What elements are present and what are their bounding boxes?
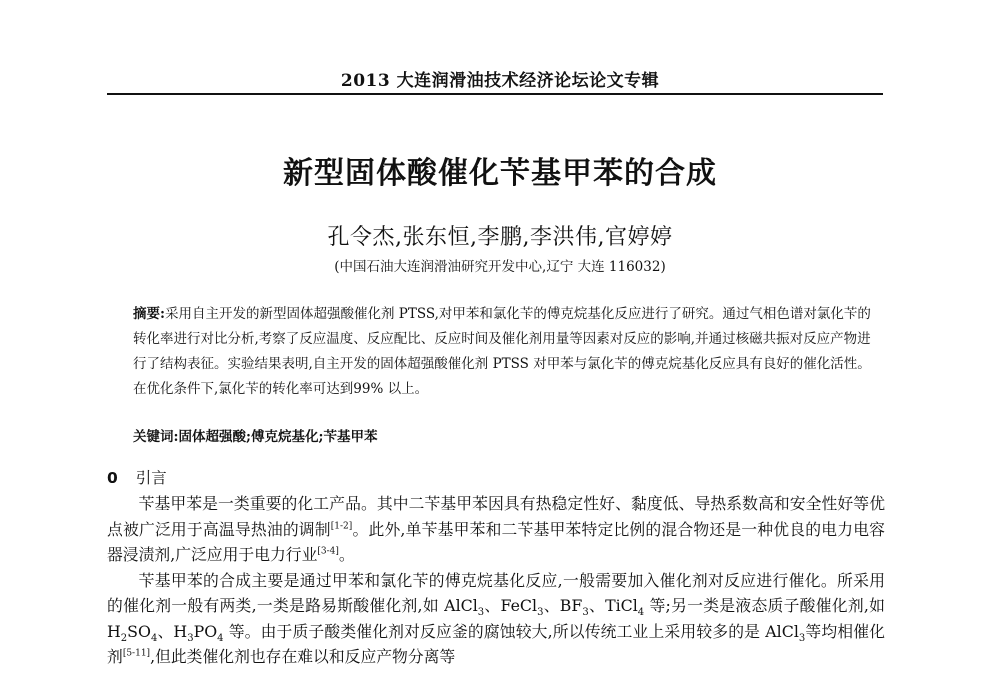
header-rule (107, 93, 883, 95)
paragraph (107, 491, 885, 568)
text-run: PO (193, 621, 218, 641)
text-run: ,但此类催化剂也存在难以和反应产物分离等 (150, 647, 456, 666)
text-run: 。 (338, 545, 355, 564)
keywords-label: 关键词: (133, 429, 179, 445)
paragraph (107, 568, 885, 670)
text-run: 。此外,单苄基甲苯和二苄基甲苯特定比例的混合物还是一种优良的电力电容器浸渍剂,广泛应用于电力行业 (107, 519, 885, 564)
text-run: 等;另一类是液态质子酸催化剂,如 H (107, 596, 885, 641)
subscript: 4 (150, 632, 158, 644)
abstract-label: 摘要: (133, 306, 165, 322)
abstract-text: 采用自主开发的新型固体超强酸催化剂 PTSS,对甲苯和氯化苄的傅克烷基化反应进行了研究。通过气相色谱对氯化苄的转化率进行对比分析,考察了反应温度、反应配比、反应时间及催化剂用量等因素对反应的影响,并通过核磁共振对反应产物进行了结构表征。实验结果表明,自主开发的固体超强酸催化剂 PTSS 对甲苯与氯化苄的傅克烷基化反应具有良好的催化活性。在优化条件下,氯化苄的转化率可达到99% 以上。 (133, 306, 871, 397)
section-number: 0 (107, 469, 118, 487)
citation: [3-4] (317, 546, 339, 557)
body-text (107, 491, 885, 670)
subscript: 3 (187, 632, 194, 644)
text-run: 等均相催化剂 (107, 621, 885, 666)
citation: [1-2] (330, 521, 353, 532)
keywords-text: 固体超强酸;傅克烷基化;苄基甲苯 (178, 429, 378, 445)
text-run: 苄基甲苯是一类重要的化工产品。其中二苄基甲苯因具有热稳定性好、黏度低、导热系数高和安全性好等优点被广泛用于高温导热油的调制 (107, 494, 885, 539)
subscript: 3 (477, 607, 485, 619)
subscript: 4 (217, 632, 224, 644)
subscript: 4 (637, 607, 645, 619)
text-run: SO (127, 621, 151, 641)
author-list: 孔令杰,张东恒,李鹏,李洪伟,官婷婷 (327, 225, 673, 250)
subscript: 3 (582, 607, 589, 619)
journal-header: 2013 大连润滑油技术经济论坛论文专辑 (340, 71, 660, 91)
subscript: 2 (120, 632, 128, 644)
section-title: 引言 (135, 469, 167, 487)
text-run: 、H (157, 621, 188, 641)
text-run: 、TiCl (588, 596, 638, 615)
keywords (133, 425, 877, 445)
citation: [5-11] (122, 648, 151, 659)
text-run: 等。由于质子酸类催化剂对反应釜的腐蚀较大,所以传统工业上采用较多的是 AlCl (223, 621, 799, 641)
text-run: 、FeCl (484, 596, 538, 615)
subscript: 3 (537, 607, 544, 619)
subscript: 3 (798, 632, 806, 644)
affiliation: (中国石油大连润滑油研究开发中心,辽宁 大连 116032) (334, 259, 666, 275)
text-run: 苄基甲苯的合成主要是通过甲苯和氯化苄的傅克烷基化反应,一般需要加入催化剂对反应进行催化。所采用的催化剂一般有两类,一类是路易斯酸催化剂,如 AlCl (107, 570, 885, 615)
paper-title: 新型固体酸催化苄基甲苯的合成 (283, 156, 717, 191)
section-heading (107, 466, 167, 488)
abstract (133, 302, 877, 402)
text-run: 、BF (543, 596, 583, 615)
